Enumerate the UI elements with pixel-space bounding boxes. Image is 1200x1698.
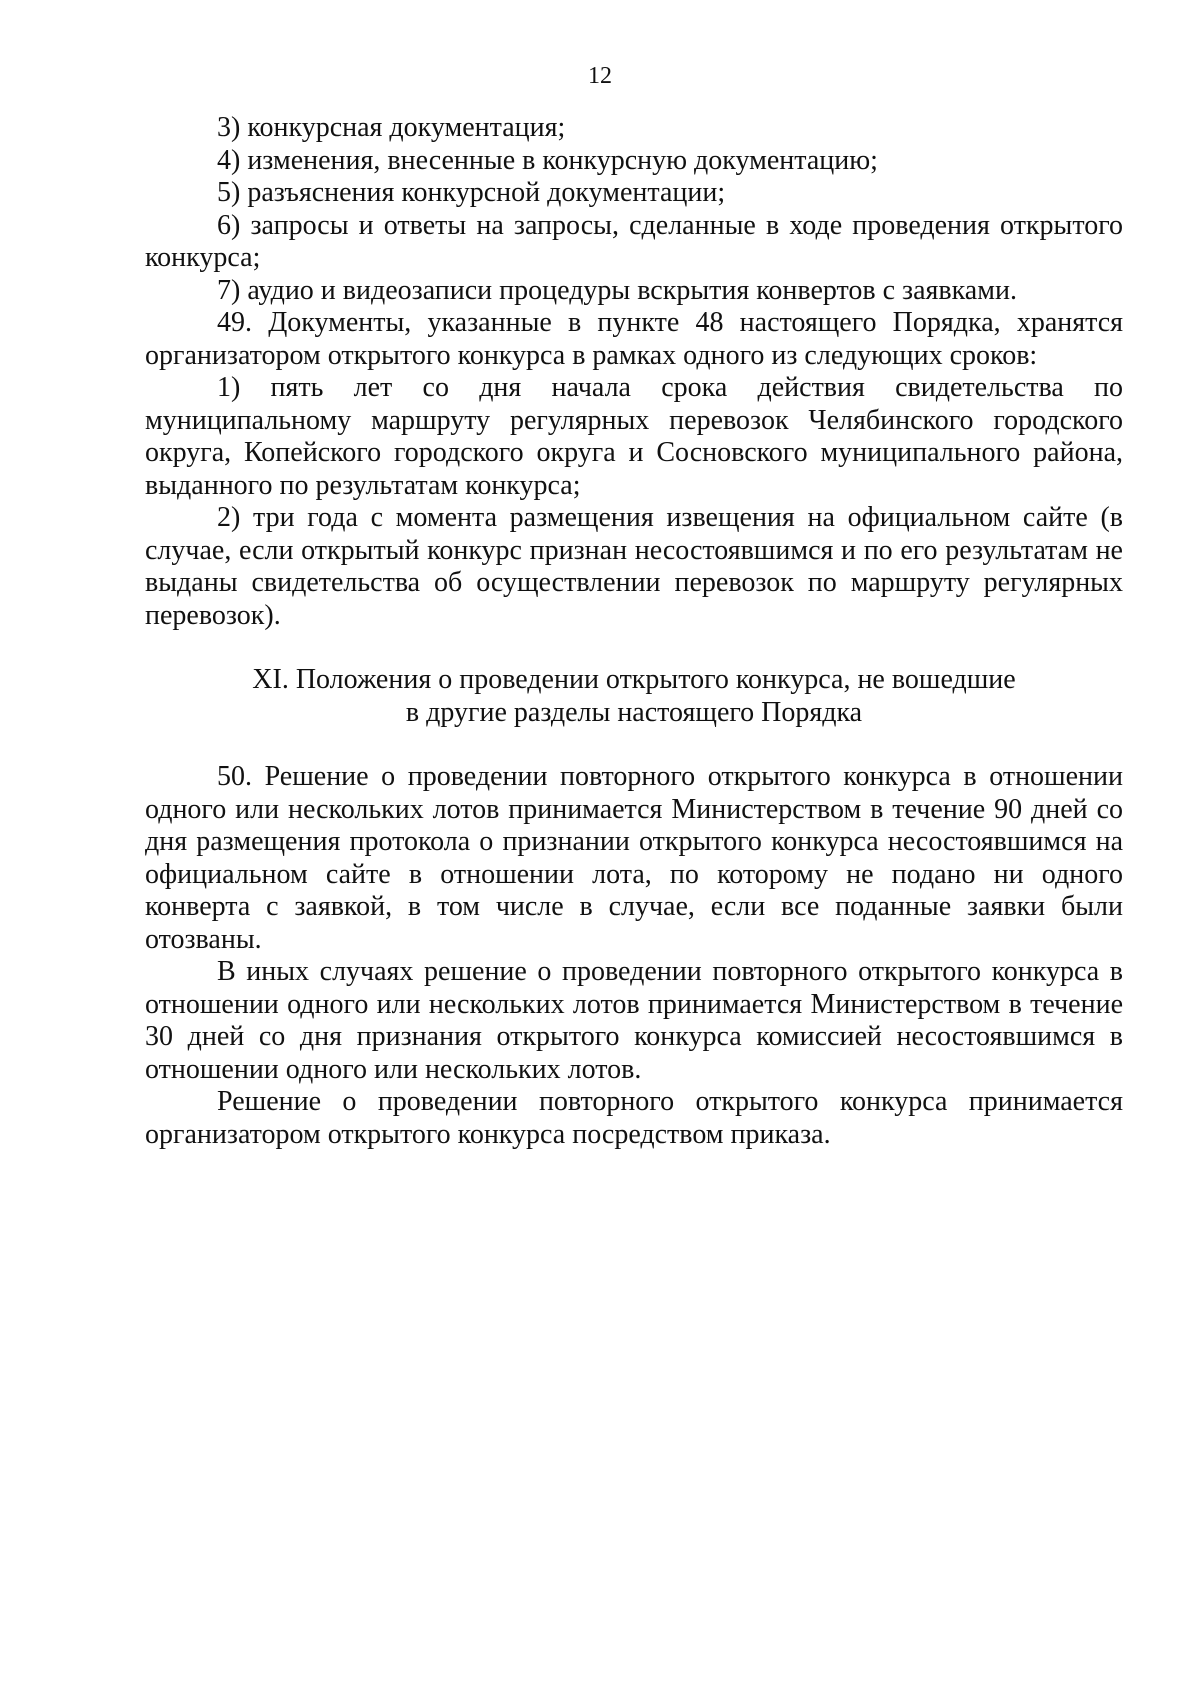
subitem-2: 2) три года с момента размещения извещения на официальном сайте (в случае, если открытый конкурс признан несостоявшимся и по его результатам не выданы свидетельства об осуществлении перевозок по маршруту регулярных перевозок). xyxy=(145,502,1123,631)
page-number: 12 xyxy=(588,63,612,89)
section-heading xyxy=(145,664,1123,729)
paragraph-decision-order: Решение о проведении повторного открытого конкурса принимается организатором открытого конкурса посредством приказа. xyxy=(145,1086,1123,1150)
list-item-4: 4) изменения, внесенные в конкурсную документацию; xyxy=(217,144,878,176)
list-item-7: 7) аудио и видеозаписи процедуры вскрытия конвертов с заявками. xyxy=(217,274,1017,306)
list-item-3: 3) конкурсная документация; xyxy=(217,112,566,143)
list-item-6: 6) запросы и ответы на запросы, сделанные в ходе проведения открытого конкурса; xyxy=(145,209,1123,273)
spacer xyxy=(145,729,1123,761)
paragraph-50: 50. Решение о проведении повторного открытого конкурса в отношении одного или нескольких лотов принимается Министерством в течение 90 дней со дня размещения протокола о признании открытого конкурса несостоявшимся на официальном сайте в отношении лота, по которому не подано ни одного конверта с заявкой, в том числе в случае, если все поданные заявки были отозваны. xyxy=(145,761,1123,955)
spacer xyxy=(145,632,1123,664)
section-heading-line2: в другие разделы настоящего Порядка xyxy=(405,696,863,728)
paragraph-other-cases: В иных случаях решение о проведении повторного открытого конкурса в отношении одного или нескольких лотов принимается Министерством в течение 30 дней со дня признания открытого конкурса комиссией несостоявшимся в отношении одного или нескольких лотов. xyxy=(145,956,1123,1085)
subitem-1: 1) пять лет со дня начала срока действия свидетельства по муниципальному маршруту регулярных перевозок Челябинского городского округа, Копейского городского округа и Сосновского муниципального района, выданного по результатам конкурса; xyxy=(145,372,1123,501)
paragraph-49: 49. Документы, указанные в пункте 48 настоящего Порядка, хранятся организатором открытого конкурса в рамках одного из следующих сроков: xyxy=(145,307,1123,371)
list-item-5: 5) разъяснения конкурсной документации; xyxy=(217,177,726,208)
document-body xyxy=(145,112,1123,1151)
section-heading-line1: XI. Положения о проведении открытого конкурса, не вошедшие xyxy=(252,664,1016,695)
